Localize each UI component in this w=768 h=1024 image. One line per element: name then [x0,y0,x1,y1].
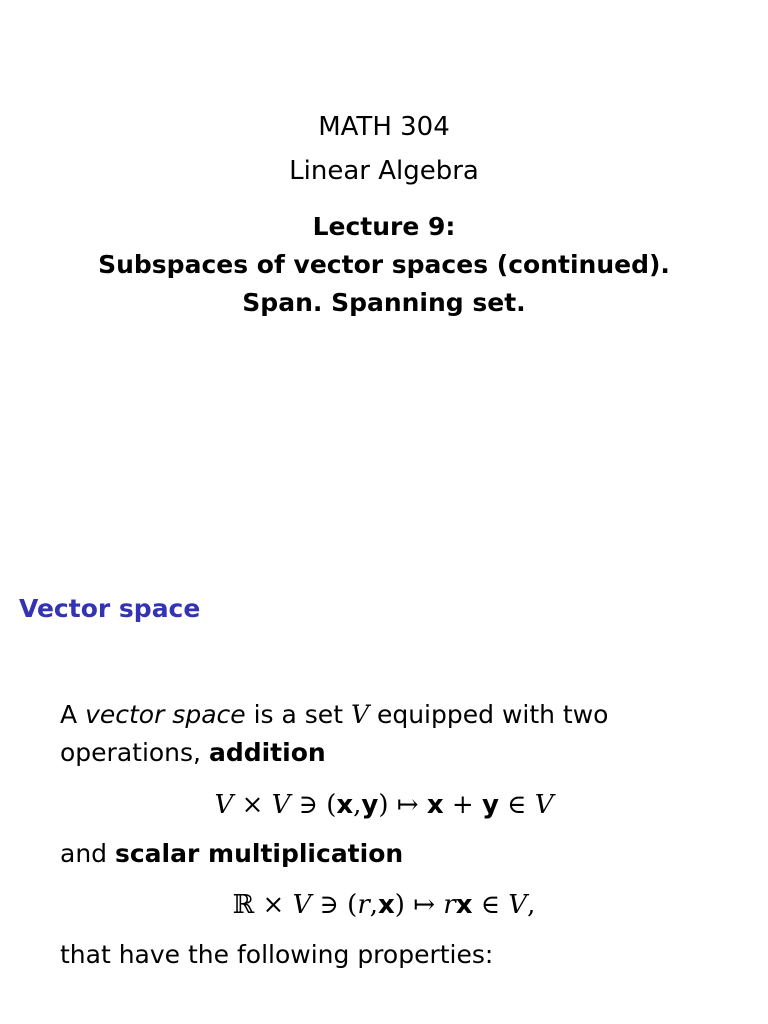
math-symbol: ∈ [507,790,527,820]
math-symbol: ∈ [480,890,501,920]
math-symbol: ∋ [298,790,318,820]
math-symbol: V [214,790,234,820]
text: and [60,839,115,868]
bold-term: addition [208,738,326,767]
math-symbol: r [443,890,456,920]
math-symbol: ∋ [319,890,339,920]
definition-line-3 [60,839,403,868]
frame-title: Vector space [19,594,201,623]
math-symbol: r [357,890,370,920]
math-symbol: y [481,790,499,820]
variable: V [350,700,370,729]
course-name: Linear Algebra [289,156,479,186]
math-symbol: , [527,890,536,920]
text: operations, [60,738,209,767]
definition-line-4: that have the following properties: [60,940,494,969]
math-symbol: V [271,790,291,820]
text: equipped with two [369,700,609,729]
math-symbol: V [508,890,528,920]
math-symbol: x [426,790,444,820]
math-symbol: x [378,890,395,920]
math-symbol: y [361,790,379,820]
math-symbol: × [241,790,264,820]
math-symbol: V [292,890,312,920]
math-symbol: ↦ [396,790,419,820]
math-symbol: ) [378,790,389,820]
math-symbol: ℝ [232,890,255,920]
emphasis-term: vector space [85,700,246,729]
math-symbol: ( [347,890,358,920]
math-symbol: × [262,890,285,920]
addition-formula [0,790,768,820]
math-symbol: V [534,790,554,820]
content-slide [0,512,768,1024]
lecture-topic-line-1: Subspaces of vector spaces (continued). [98,250,670,279]
math-symbol: + [451,790,474,820]
scalar-multiplication-formula [0,890,768,920]
bold-term: scalar multiplication [114,839,404,868]
math-symbol: , [353,790,362,820]
math-symbol: ↦ [413,890,436,920]
math-symbol: , [369,890,379,920]
lecture-topic-line-2: Span. Spanning set. [242,288,526,317]
math-symbol: ) [394,890,405,920]
definition-line-2 [60,738,326,767]
lecture-number: Lecture 9: [312,212,456,241]
course-code: MATH 304 [318,112,450,142]
definition-line-1 [60,700,608,729]
math-symbol: x [455,890,473,920]
math-symbol: x [336,790,354,820]
text: A [60,700,86,729]
math-symbol: ( [326,790,337,820]
text: is a set [245,700,351,729]
